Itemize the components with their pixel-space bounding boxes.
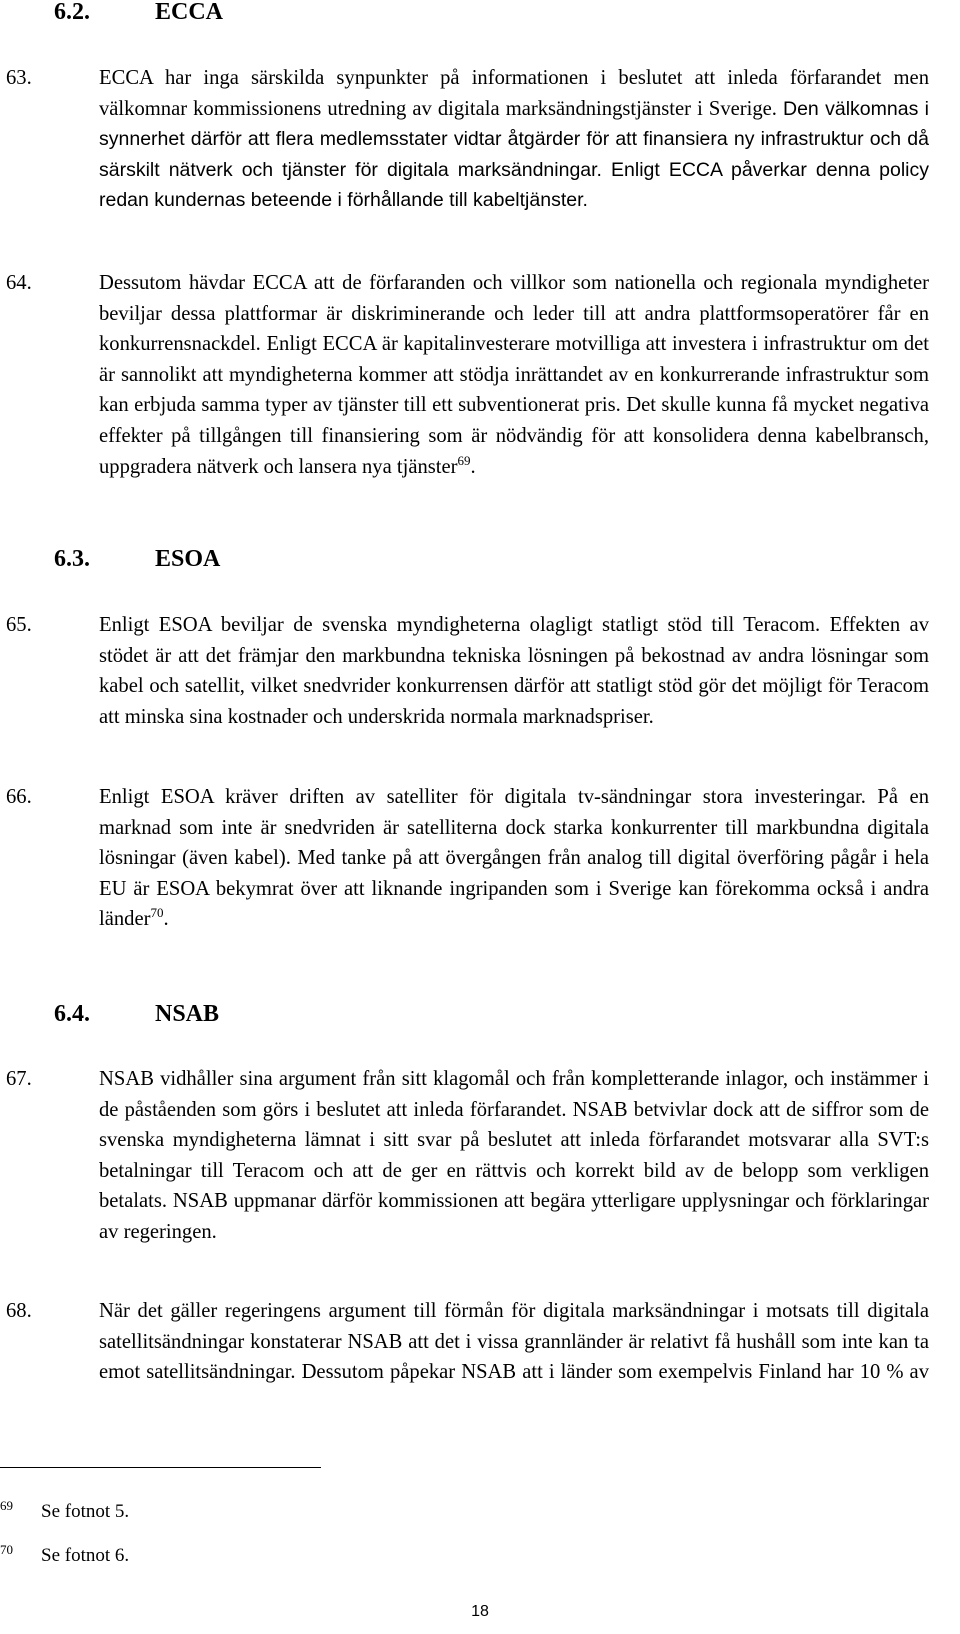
paragraph-text: Enligt ESOA beviljar de svenska myndigheterna olagligt statligt stöd till Teracom. Effekten av stödet är att det främjar den markbundna tekniska lösningen på bekostnad av andra lösningar som kabel och satellit, vilket snedvrider konkurrensen därför att statligt stöd gör det möjligt för Teracom att minska sina kostnader och underskrida normala marknadspriser. xyxy=(99,614,929,728)
section-heading-ecca xyxy=(54,0,223,26)
footnote-text: Se fotnot 6. xyxy=(41,1545,130,1566)
section-title: NSAB xyxy=(155,1001,220,1027)
paragraph-text xyxy=(99,268,929,482)
paragraph-body: Dessutom hävdar ECCA att de förfaranden och villkor som nationella och regionala myndigheter beviljar dessa plattformar är diskriminerande och leder till att andra plattformsoperatörer får en konkurrensnackdel. Enligt ECCA är kapitalinvesterare motvilliga att investera i infrastruktur om det är sannolikt att myndigheterna kommer att stödja inrättandet av en konkurrerande infrastruktur som kan erbjuda samma typer av tjänster till ett subventionerat pris. Det skulle kunna få mycket negativa effekter på tillgången till finansiering som är nödvändig för att konsolidera denna kabelbransch, uppgradera nätverk och lansera nya tjänster xyxy=(99,272,929,478)
section-number: 6.4. xyxy=(54,1001,90,1027)
footnote-number: 69 xyxy=(0,1498,13,1513)
section-number: 6.3. xyxy=(54,546,90,572)
paragraph-text xyxy=(99,63,929,216)
paragraph-tail: . xyxy=(470,455,476,478)
paragraph-number: 68. xyxy=(6,1300,32,1322)
section-title: ECCA xyxy=(155,0,224,25)
page-number: 18 xyxy=(471,1603,489,1620)
paragraph-number: 64. xyxy=(6,272,32,294)
paragraph-text-serif: ECCA har inga särskilda synpunkter på informationen i beslutet att inleda förfarandet men välkomnar kommissionens utredning av digitala marksändningstjänster i Sverige. xyxy=(99,67,929,120)
footnote-separator xyxy=(0,1467,321,1468)
paragraph-text xyxy=(99,782,929,935)
paragraph-number: 66. xyxy=(6,786,32,808)
footnote-ref: 69 xyxy=(457,452,471,468)
section-number: 6.2. xyxy=(54,0,90,25)
paragraph-number: 67. xyxy=(6,1068,32,1090)
section-title: ESOA xyxy=(155,546,221,572)
section-heading-nsab xyxy=(54,1000,219,1028)
paragraph-text: NSAB vidhåller sina argument från sitt klagomål och från kompletterande inlagor, och instämmer i de påståenden som görs i beslutet att inleda förfarandet. NSAB betvivlar dock att de siffror som de svenska myndigheterna lämnat i sitt svar på beslutet att inleda förfarandet motsvarar alla SVT:s betalningar till Teracom och att de ger en rättvis och korrekt bild av de belopp som verkligen betalats. NSAB uppmanar därför kommissionen att begära ytterligare upplysningar och förklaringar av regeringen. xyxy=(99,1068,929,1243)
paragraph-body: Enligt ESOA kräver driften av satelliter för digitala tv-sändningar stora investeringar. På en marknad som inte är snedvriden är satelliterna dock starka konkurrenter till markbundna digitala lösningar (även kabel). Med tanke på att övergången från analog till digital överföring pågår i hela EU är ESOA bekymrat över att liknande ingripanden som i Sverige kan förekomma också i andra länder xyxy=(99,786,929,931)
paragraph-text-sans: Den välkomnas i synnerhet därför att flera medlemsstater vidtar åtgärder för att finansiera ny infrastruktur och då särskilt nätverk och tjänster för digitala marksändningar. Enligt ECCA påverkar denna policy redan kundernas beteende i förhållande till kabeltjänster. xyxy=(99,97,929,212)
paragraph-number: 63. xyxy=(6,67,32,89)
paragraph-number: 65. xyxy=(6,614,32,636)
footnote-number: 70 xyxy=(0,1542,13,1557)
footnote-text: Se fotnot 5. xyxy=(41,1501,130,1522)
paragraph-text: När det gäller regeringens argument till förmån för digitala marksändningar i motsats till digitala satellitsändningar konstaterar NSAB att det i vissa grannländer är relativt få hushåll som inte kan ta emot satellitsändningar. Dessutom påpekar NSAB att i länder som exempelvis Finland har 10 % av xyxy=(99,1300,929,1384)
section-heading-esoa xyxy=(54,545,220,573)
footnote-ref: 70 xyxy=(150,905,164,921)
paragraph-tail: . xyxy=(163,908,169,931)
